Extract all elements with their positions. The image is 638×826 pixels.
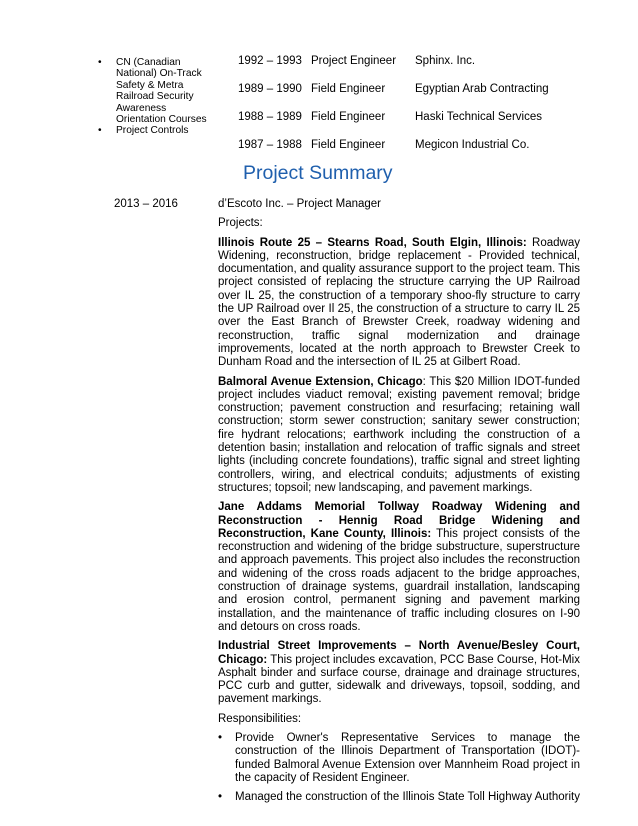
- project-description: : This $20 Million IDOT-funded project includes viaduct removal; existing pavement removal; bridge construction; pavement construction and resurfacing; retaining wall construction; storm sewer construction; sanitary sewer construction; fire hydrant relocations; earthwork including the construction of a detention basin; installation and relocation of traffic signals and street lights (including concrete foundations), traffic signal and street lighting controllers, wiring, and electrical conduits; adjustments of existing structures; topsoil; new landscaping, and pavement markings.: [218, 375, 580, 494]
- project-entry: [218, 501, 580, 634]
- position-line: d’Escoto Inc. – Project Manager: [218, 198, 381, 210]
- employment-company: Megicon Industrial Co.: [415, 139, 530, 151]
- summary-years: 2013 – 2016: [114, 198, 178, 210]
- bullet-icon: •: [218, 791, 223, 804]
- section-title: Project Summary: [243, 162, 393, 184]
- employment-years: 1987 – 1988: [238, 139, 302, 151]
- bullet-icon: •: [218, 731, 223, 744]
- employment-years: 1988 – 1989: [238, 111, 302, 123]
- project-description: Roadway Widening, reconstruction, bridge replacement - Provided technical, documentation, and quality assurance support to the project team. This project consisted of replacing the structure carrying the UP Railroad over IL 25, the construction of a temporary shoo-fly structure to carry the UP Railroad over Il 25, the construction of a structure to carry IL 25 over the East Branch of Brewster Creek, roadway widening and reconstruction, traffic signal modernization and drainage improvements, located at the north approach to Brewster Creek to Dunham Road and the intersection of IL 25 at Gilbert Road.: [218, 236, 580, 369]
- training-item-line: Safety & Metra: [116, 79, 184, 91]
- employment-title: Field Engineer: [311, 111, 386, 123]
- project-name: Jane Addams Memorial Tollway Roadway Widening and Reconstruction - Hennig Road Bridge Widening and Reconstruction, Kane County, Illinois:: [218, 501, 580, 540]
- project-description: This project consists of the reconstruction and widening of the bridge substructure, superstructure and approach pavements. This project also includes the reconstruction and widening of the cross roads adjacent to the bridge approaches, construction of drainage systems, guardrail installation, landscaping and erosion control, permanent signing and pavement marking installation, and the maintenance of traffic including closures on I-90 and detours on cross roads.: [218, 527, 580, 633]
- employment-title: Project Engineer: [311, 55, 397, 67]
- training-item-line: Orientation Courses: [116, 114, 207, 126]
- project-name: Industrial Street Improvements – North Avenue/Besley Court, Chicago:: [218, 640, 580, 666]
- training-item-line: Railroad Security: [116, 91, 194, 103]
- employment-years: 1992 – 1993: [238, 55, 302, 67]
- bullet-icon: •: [98, 125, 102, 137]
- employment-company: Haski Technical Services: [415, 111, 542, 123]
- training-item-line: National) On-Track: [116, 68, 202, 80]
- bullet-icon: •: [98, 57, 102, 68]
- project-entry: [218, 640, 580, 706]
- training-item-line: CN (Canadian: [116, 57, 181, 68]
- project-name: Balmoral Avenue Extension, Chicago: [218, 375, 423, 388]
- responsibility-item: [218, 732, 580, 785]
- project-entry: [218, 237, 580, 370]
- project-summary-body: [218, 198, 580, 810]
- responsibilities-list: [218, 732, 580, 804]
- training-list: [98, 57, 223, 137]
- training-item-line: Awareness: [116, 102, 167, 114]
- project-entry: [218, 376, 580, 496]
- responsibility-text: Managed the construction of the Illinois State Toll Highway Authority: [235, 791, 580, 804]
- responsibility-item: [218, 791, 580, 804]
- responsibility-text: Provide Owner's Representative Services to manage the construction of the Illinois Department of Transportation (IDOT)-funded Balmoral Avenue Extension over Mannheim Road project in the capacity of Resident Engineer.: [235, 731, 580, 784]
- employment-years: 1989 – 1990: [238, 83, 302, 95]
- projects-label: Projects:: [218, 217, 263, 230]
- project-description: This project includes excavation, PCC Base Course, Hot-Mix Asphalt binder and surface course, drainage and drainage structures, PCC curb and gutter, sidewalk and driveways, topsoil, sodding, and pavement markings.: [218, 653, 580, 706]
- employment-title: Field Engineer: [311, 139, 386, 151]
- project-name: Illinois Route 25 – Stearns Road, South Elgin, Illinois:: [218, 236, 527, 249]
- employment-company: Egyptian Arab Contracting: [415, 83, 549, 95]
- training-item: [98, 57, 223, 125]
- training-item-line: Project Controls: [116, 125, 189, 137]
- training-item: [98, 125, 223, 136]
- responsibilities-label: Responsibilities:: [218, 712, 302, 725]
- employment-company: Sphinx. Inc.: [415, 55, 476, 67]
- employment-title: Field Engineer: [311, 83, 386, 95]
